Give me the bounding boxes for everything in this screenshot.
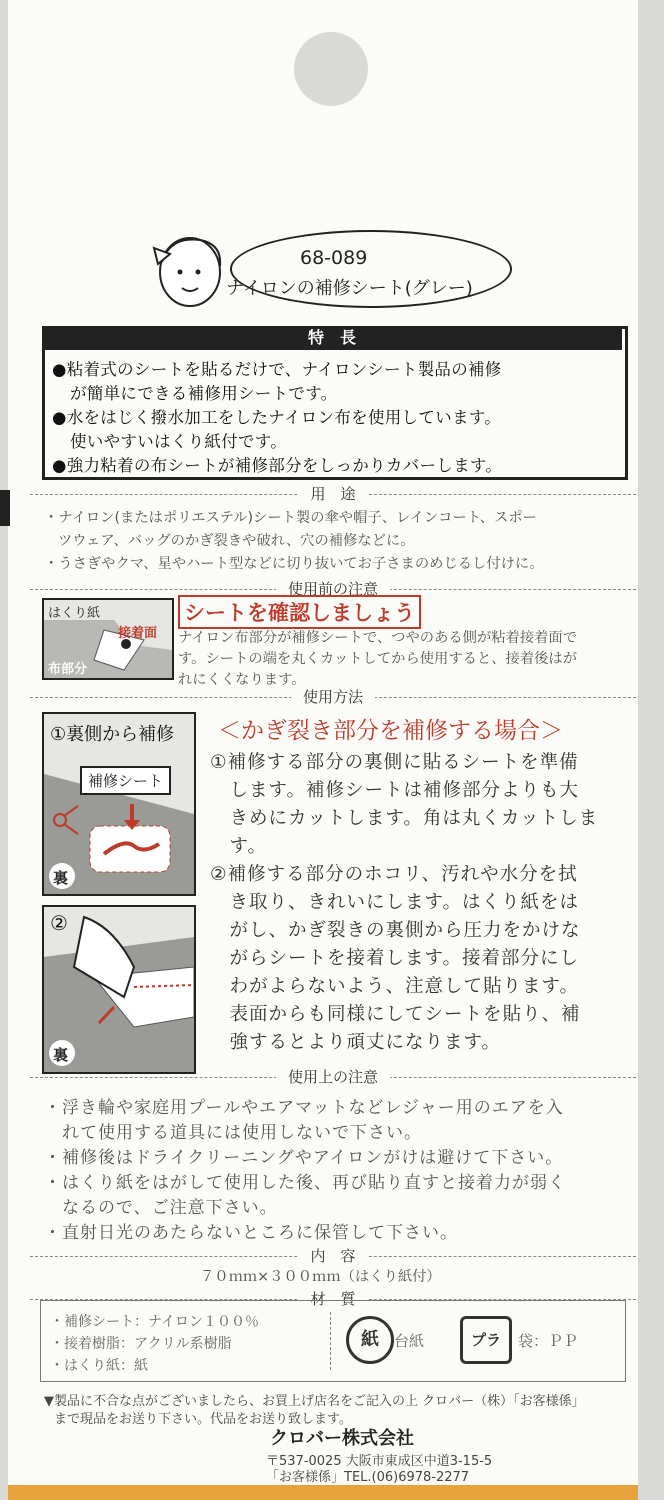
method-line: 強するとより頑丈になります。 — [210, 1032, 502, 1053]
caution-line: ・はくり紙をはがして使用した後、再び貼り直すと接着力が弱く — [44, 1173, 566, 1193]
paper-recycle-icon: 紙 — [346, 1316, 394, 1364]
method-line: きめにカットします。角は丸くカットしま — [210, 808, 599, 829]
method-heading: 使用方法 — [30, 686, 636, 708]
paper-label: 台紙 — [394, 1332, 425, 1350]
footer-note: ▼製品に不合な点がございましたら、お買上げ店名をご記入の上 クロバー（株）「お客様係」 — [44, 1394, 585, 1409]
adhesive-label: 接着面 — [118, 626, 158, 641]
feature-line: 使いやすいはくり紙付です。 — [70, 432, 288, 451]
plastic-label: 袋：ＰＰ — [518, 1332, 579, 1350]
caution-line: ・直射日光のあたらないところに保管して下さい。 — [44, 1223, 458, 1243]
footer-note: まで現品をお送り下さい。代品をお送り致します。 — [54, 1412, 352, 1427]
method-line: 表面からも同様にしてシートを貼り、補 — [210, 1004, 581, 1025]
usage-heading: 用 途 — [30, 483, 636, 505]
step1-label: ①裏側から補修 — [50, 724, 175, 745]
plastic-recycle-icon: プラ — [460, 1316, 512, 1364]
method-line: す。 — [210, 836, 268, 857]
features-heading: 特 長 — [42, 326, 622, 350]
hang-hole — [294, 32, 368, 106]
material-item: ・補修シート：ナイロン１００％ — [50, 1314, 260, 1330]
method-line: ①補修する部分の裏側に貼るシートを準備 — [210, 752, 579, 773]
feature-line: ●粘着式のシートを貼るだけで、ナイロンシート製品の補修 — [52, 360, 502, 379]
method-line: がらシートを接着します。接着部分にし — [210, 948, 580, 969]
sheet-illustration — [42, 598, 174, 680]
feature-line: ●水をはじく撥水加工をしたナイロン布を使用しています。 — [52, 408, 502, 427]
precaution-title: シートを確認しましょう — [178, 595, 421, 629]
method-line: します。補修シートは補修部分よりも大 — [210, 780, 580, 801]
caution-line: なるので、ご注意下さい。 — [44, 1198, 278, 1218]
back-mark: 裏 — [53, 1046, 69, 1064]
bottom-stripe — [8, 1485, 638, 1500]
cautions-heading: 使用上の注意 — [30, 1066, 636, 1088]
precaution-line: ナイロン布部分が補修シートで、つやのある側が粘着接着面で — [178, 630, 578, 646]
contents-heading: 内 容 — [30, 1245, 636, 1267]
materials-heading: 材 質 — [30, 1288, 636, 1310]
paper-label: はくり紙 — [48, 606, 101, 621]
step1-illustration — [42, 712, 196, 896]
company-name: クロバー株式会社 — [270, 1428, 414, 1449]
company-tel: 「お客様係」TEL.(06)6978-2277 — [266, 1470, 470, 1485]
usage-line: ツウェア、バッグのかぎ裂きや破れ、穴の補修などに。 — [58, 533, 415, 549]
method-line: ②補修する部分のホコリ、汚れや水分を拭 — [210, 864, 578, 885]
step2-label: ② — [50, 911, 68, 935]
cloth-label: 布部分 — [48, 662, 88, 677]
caution-line: ・浮き輪や家庭用プールやエアマットなどレジャー用のエアを入 — [44, 1098, 564, 1118]
company-address: 〒537-0025 大阪市東成区中道3-15-5 — [266, 1454, 493, 1469]
precaution-heading: 使用前の注意 — [30, 578, 636, 600]
product-code: 68-089 — [300, 247, 368, 269]
mascot-icon — [140, 232, 230, 312]
material-item: ・接着樹脂：アクリル系樹脂 — [50, 1336, 232, 1352]
precaution-line: れにくくなります。 — [178, 672, 306, 688]
side-tab — [0, 490, 10, 526]
usage-line: ・うさぎやクマ、星やハート型などに切り抜いてお子さまのめじるし付けに。 — [44, 556, 544, 572]
method-line: わがよらないよう、注意して貼ります。 — [210, 976, 580, 997]
usage-line: ・ナイロン(またはポリエステル)シート製の傘や帽子、レインコート、スポー — [44, 510, 537, 526]
feature-line: が簡単にできる補修用シートです。 — [70, 384, 338, 403]
product-name: ナイロンの補修シート(グレー) — [226, 278, 473, 299]
method-line: がし、かぎ裂きの裏側から圧力をかけな — [210, 920, 581, 941]
caution-line: れて使用する道具には使用しないで下さい。 — [44, 1123, 422, 1143]
case-title: ＜かぎ裂き部分を補修する場合＞ — [218, 718, 563, 744]
precaution-line: す。シートの端を丸くカットしてから使用すると、接着後はが — [178, 651, 578, 667]
sheet-tag-label: 補修シート — [80, 766, 171, 795]
back-mark: 裏 — [53, 869, 69, 887]
feature-line: ●強力粘着の布シートが補修部分をしっかりカバーします。 — [52, 456, 503, 475]
method-line: き取り、きれいにします。はくり紙をは — [210, 892, 580, 913]
material-item: ・はくり紙：紙 — [50, 1358, 148, 1374]
caution-line: ・補修後はドライクリーニングやアイロンがけは避けて下さい。 — [44, 1148, 564, 1168]
step2-illustration — [42, 905, 196, 1074]
materials-divider — [330, 1312, 332, 1370]
contents-text: ７０ｍｍ×３００ｍｍ（はくり紙付） — [200, 1269, 441, 1285]
